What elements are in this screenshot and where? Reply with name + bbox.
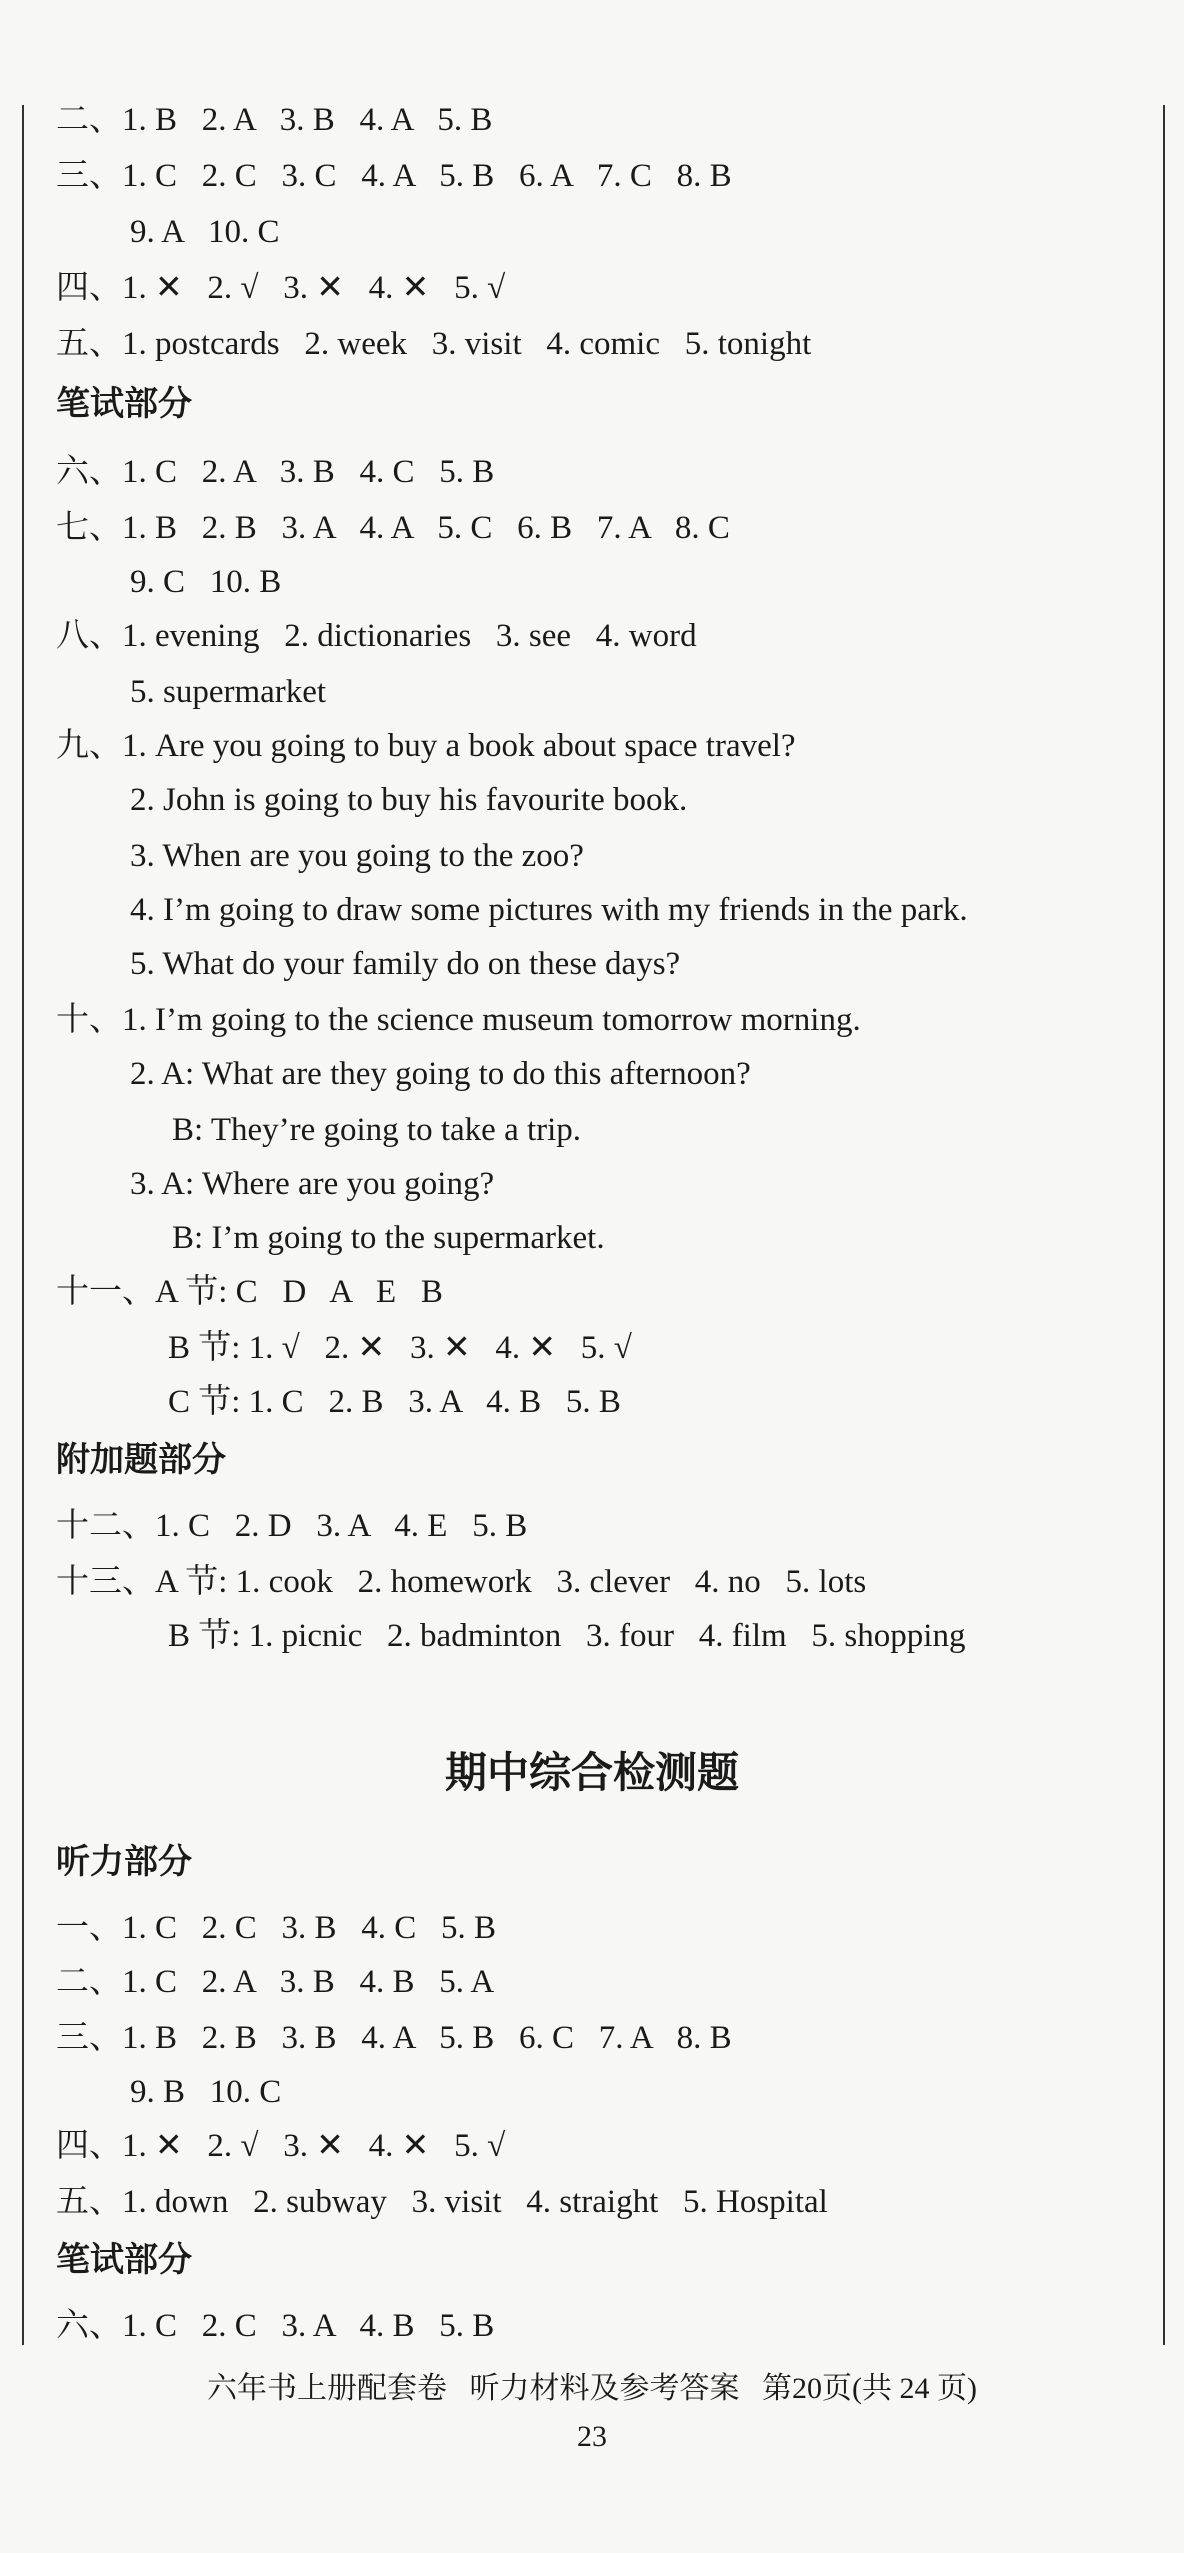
answer-line: 五、1. down 2. subway 3. visit 4. straight 5. Hospital <box>56 2184 828 2220</box>
answer-line: 三、1. C 2. C 3. C 4. A 5. B 6. A 7. C 8. B <box>56 158 732 194</box>
answer-line: 六、1. C 2. C 3. A 4. B 5. B <box>56 2308 495 2344</box>
answer-line: C 节: 1. C 2. B 3. A 4. B 5. B <box>168 1384 621 1420</box>
answer-line: 3. A: Where are you going? <box>130 1166 495 1202</box>
answer-line: B 节: 1. √ 2. ✕ 3. ✕ 4. ✕ 5. √ <box>168 1330 632 1366</box>
answer-line: 2. A: What are they going to do this afternoon? <box>130 1056 751 1092</box>
answer-line: B 节: 1. picnic 2. badminton 3. four 4. film 5. shopping <box>168 1618 966 1654</box>
section-heading-extra: 附加题部分 <box>56 1440 226 1480</box>
page-number: 23 <box>577 2420 607 2453</box>
answer-line: 4. I’m going to draw some pictures with my friends in the park. <box>130 892 968 928</box>
answer-line: 七、1. B 2. B 3. A 4. A 5. C 6. B 7. A 8. C <box>56 510 730 546</box>
answer-line: 二、1. B 2. A 3. B 4. A 5. B <box>56 102 493 138</box>
answer-line: 四、1. ✕ 2. √ 3. ✕ 4. ✕ 5. √ <box>56 270 506 306</box>
left-margin-rule <box>22 105 24 2345</box>
answer-line: 十一、A 节: C D A E B <box>56 1274 443 1310</box>
answer-line: 2. John is going to buy his favourite book. <box>130 782 688 818</box>
section-heading-listening: 听力部分 <box>56 1842 192 1882</box>
answer-line: 三、1. B 2. B 3. B 4. A 5. B 6. C 7. A 8. B <box>56 2020 732 2056</box>
answer-line: 五、1. postcards 2. week 3. visit 4. comic 5. tonight <box>56 326 812 362</box>
answer-line: 九、1. Are you going to buy a book about space travel? <box>56 728 796 764</box>
answer-line: 9. B 10. C <box>130 2074 282 2110</box>
answer-line: 四、1. ✕ 2. √ 3. ✕ 4. ✕ 5. √ <box>56 2128 506 2164</box>
answer-line: 5. supermarket <box>130 674 327 710</box>
answer-line: 八、1. evening 2. dictionaries 3. see 4. word <box>56 618 697 654</box>
answer-line: 二、1. C 2. A 3. B 4. B 5. A <box>56 1964 495 2000</box>
section-heading-written: 笔试部分 <box>56 384 192 424</box>
answer-line: 9. C 10. B <box>130 564 282 600</box>
answer-line: 3. When are you going to the zoo? <box>130 838 584 874</box>
right-margin-rule <box>1163 105 1165 2345</box>
answer-line: 十、1. I’m going to the science museum tomorrow morning. <box>56 1002 861 1038</box>
answer-line: 六、1. C 2. A 3. B 4. C 5. B <box>56 454 495 490</box>
answer-line: 十三、A 节: 1. cook 2. homework 3. clever 4. no 5. lots <box>56 1564 867 1600</box>
answer-line: B: They’re going to take a trip. <box>172 1112 582 1148</box>
answer-line: 5. What do your family do on these days? <box>130 946 681 982</box>
answer-line: 9. A 10. C <box>130 214 280 250</box>
answer-line: 十二、1. C 2. D 3. A 4. E 5. B <box>56 1508 528 1544</box>
section-heading-written: 笔试部分 <box>56 2240 192 2280</box>
answer-line: B: I’m going to the supermarket. <box>172 1220 605 1256</box>
answer-line: 一、1. C 2. C 3. B 4. C 5. B <box>56 1910 497 1946</box>
section-title: 期中综合检测题 <box>444 1748 739 1797</box>
page-footer: 六年书上册配套卷 听力材料及参考答案 第20页(共 24 页) <box>207 2372 977 2405</box>
